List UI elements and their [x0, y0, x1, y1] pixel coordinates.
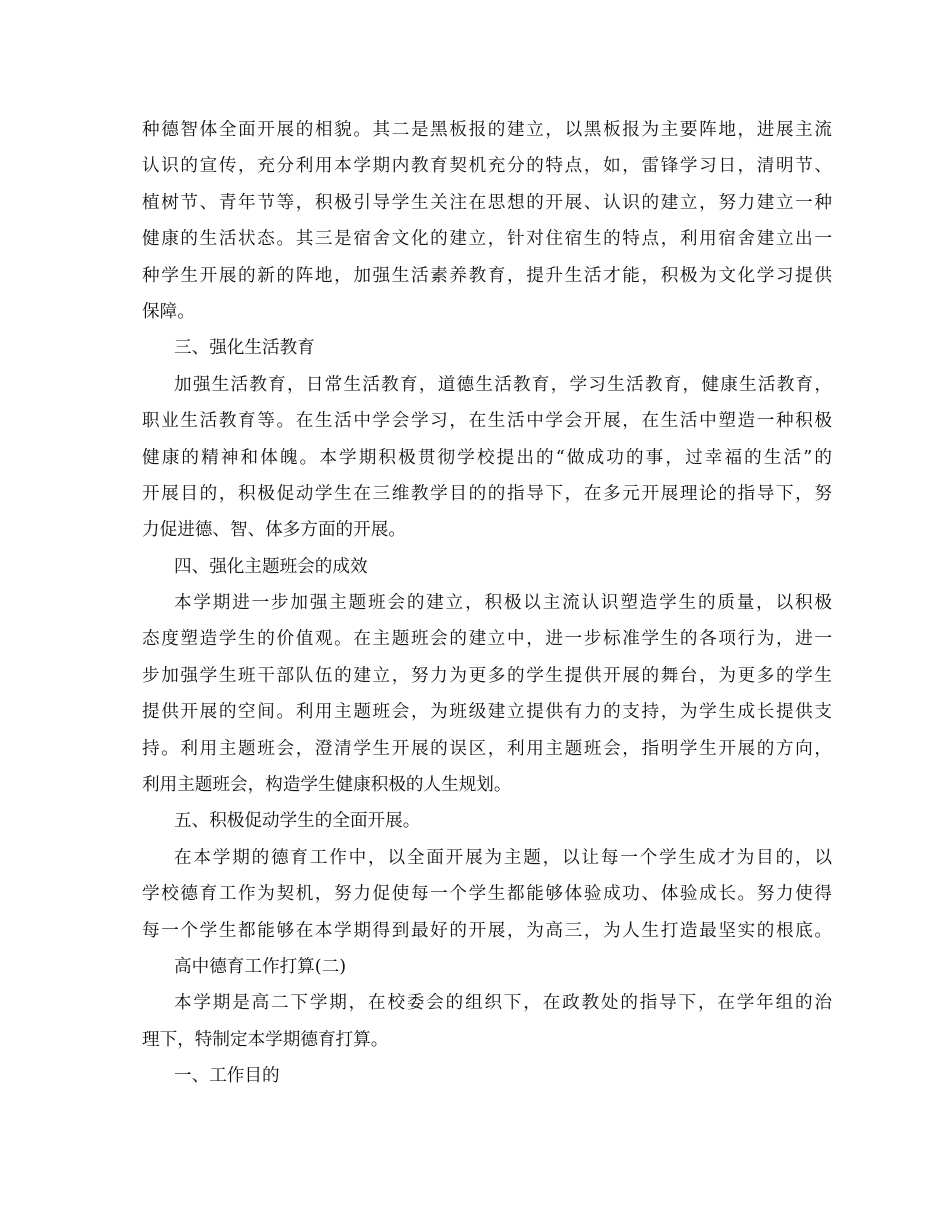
text-line: 力促进德、智、体多方面的开展。	[142, 520, 406, 541]
text-line: 种德智体全面开展的相貌。其二是黑板报的建立，以黑板报为主要阵地，进展主流	[142, 120, 832, 140]
text-line: 本学期进一步加强主题班会的建立，积极以主流认识塑造学生的质量，以积极	[174, 593, 832, 614]
text-line: 健康的生活状态。其三是宿舍文化的建立，针对住宿生的特点，利用宿舍建立出一	[142, 229, 832, 250]
text-line: 步加强学生班干部队伍的建立，努力为更多的学生提供开展的舞台，为更多的学生	[142, 665, 832, 686]
text-line: 持。利用主题班会，澄清学生开展的误区，利用主题班会，指明学生开展的方向，	[142, 738, 832, 759]
text-line: 健康的精神和体魄。本学期积极贯彻学校提出的“做成功的事，过幸福的生活”的	[142, 447, 832, 468]
section-heading: 三、强化生活教育	[174, 338, 315, 359]
text-line: 提供开展的空间。利用主题班会，为班级建立提供有力的支持，为学生成长提供支	[142, 702, 832, 723]
text-line: 本学期是高二下学期，在校委会的组织下，在政教处的指导下，在学年组的治	[174, 993, 832, 1014]
section-heading: 四、强化主题班会的成效	[174, 556, 368, 577]
section-heading: 五、积极促动学生的全面开展。	[174, 811, 421, 832]
text-line: 每一个学生都能够在本学期得到最好的开展，为高三，为人生打造最坚实的根底。	[142, 920, 832, 941]
section-heading: 高中德育工作打算(二)	[174, 956, 347, 977]
text-line: 态度塑造学生的价值观。在主题班会的建立中，进一步标准学生的各项行为，进一	[142, 629, 832, 650]
text-line: 在本学期的德育工作中，以全面开展为主题，以让每一个学生成才为目的，以	[174, 847, 832, 868]
text-line: 利用主题班会，构造学生健康积极的人生规划。	[142, 775, 512, 796]
text-line: 开展目的，积极促动学生在三维教学目的的指导下，在多元开展理论的指导下，努	[142, 483, 832, 504]
text-line: 种学生开展的新的阵地，加强生活素养教育，提升生活才能，积极为文化学习提供	[142, 265, 832, 286]
section-heading: 一、工作目的	[174, 1066, 280, 1087]
text-line: 理下，特制定本学期德育打算。	[142, 1029, 389, 1050]
document-page	[142, 112, 832, 1095]
text-line: 学校德育工作为契机，努力促使每一个学生都能够体验成功、体验成长。努力使得	[142, 884, 832, 905]
text-line: 职业生活教育等。在生活中学会学习，在生活中学会开展，在生活中塑造一种积极	[142, 411, 832, 432]
text-line: 认识的宣传，充分利用本学期内教育契机充分的特点，如，雷锋学习日，清明节、	[142, 156, 832, 177]
text-line: 加强生活教育，日常生活教育，道德生活教育，学习生活教育，健康生活教育，	[174, 374, 832, 395]
text-line: 植树节、青年节等，积极引导学生关注在思想的开展、认识的建立，努力建立一种	[142, 192, 832, 213]
text-line: 保障。	[142, 301, 195, 322]
